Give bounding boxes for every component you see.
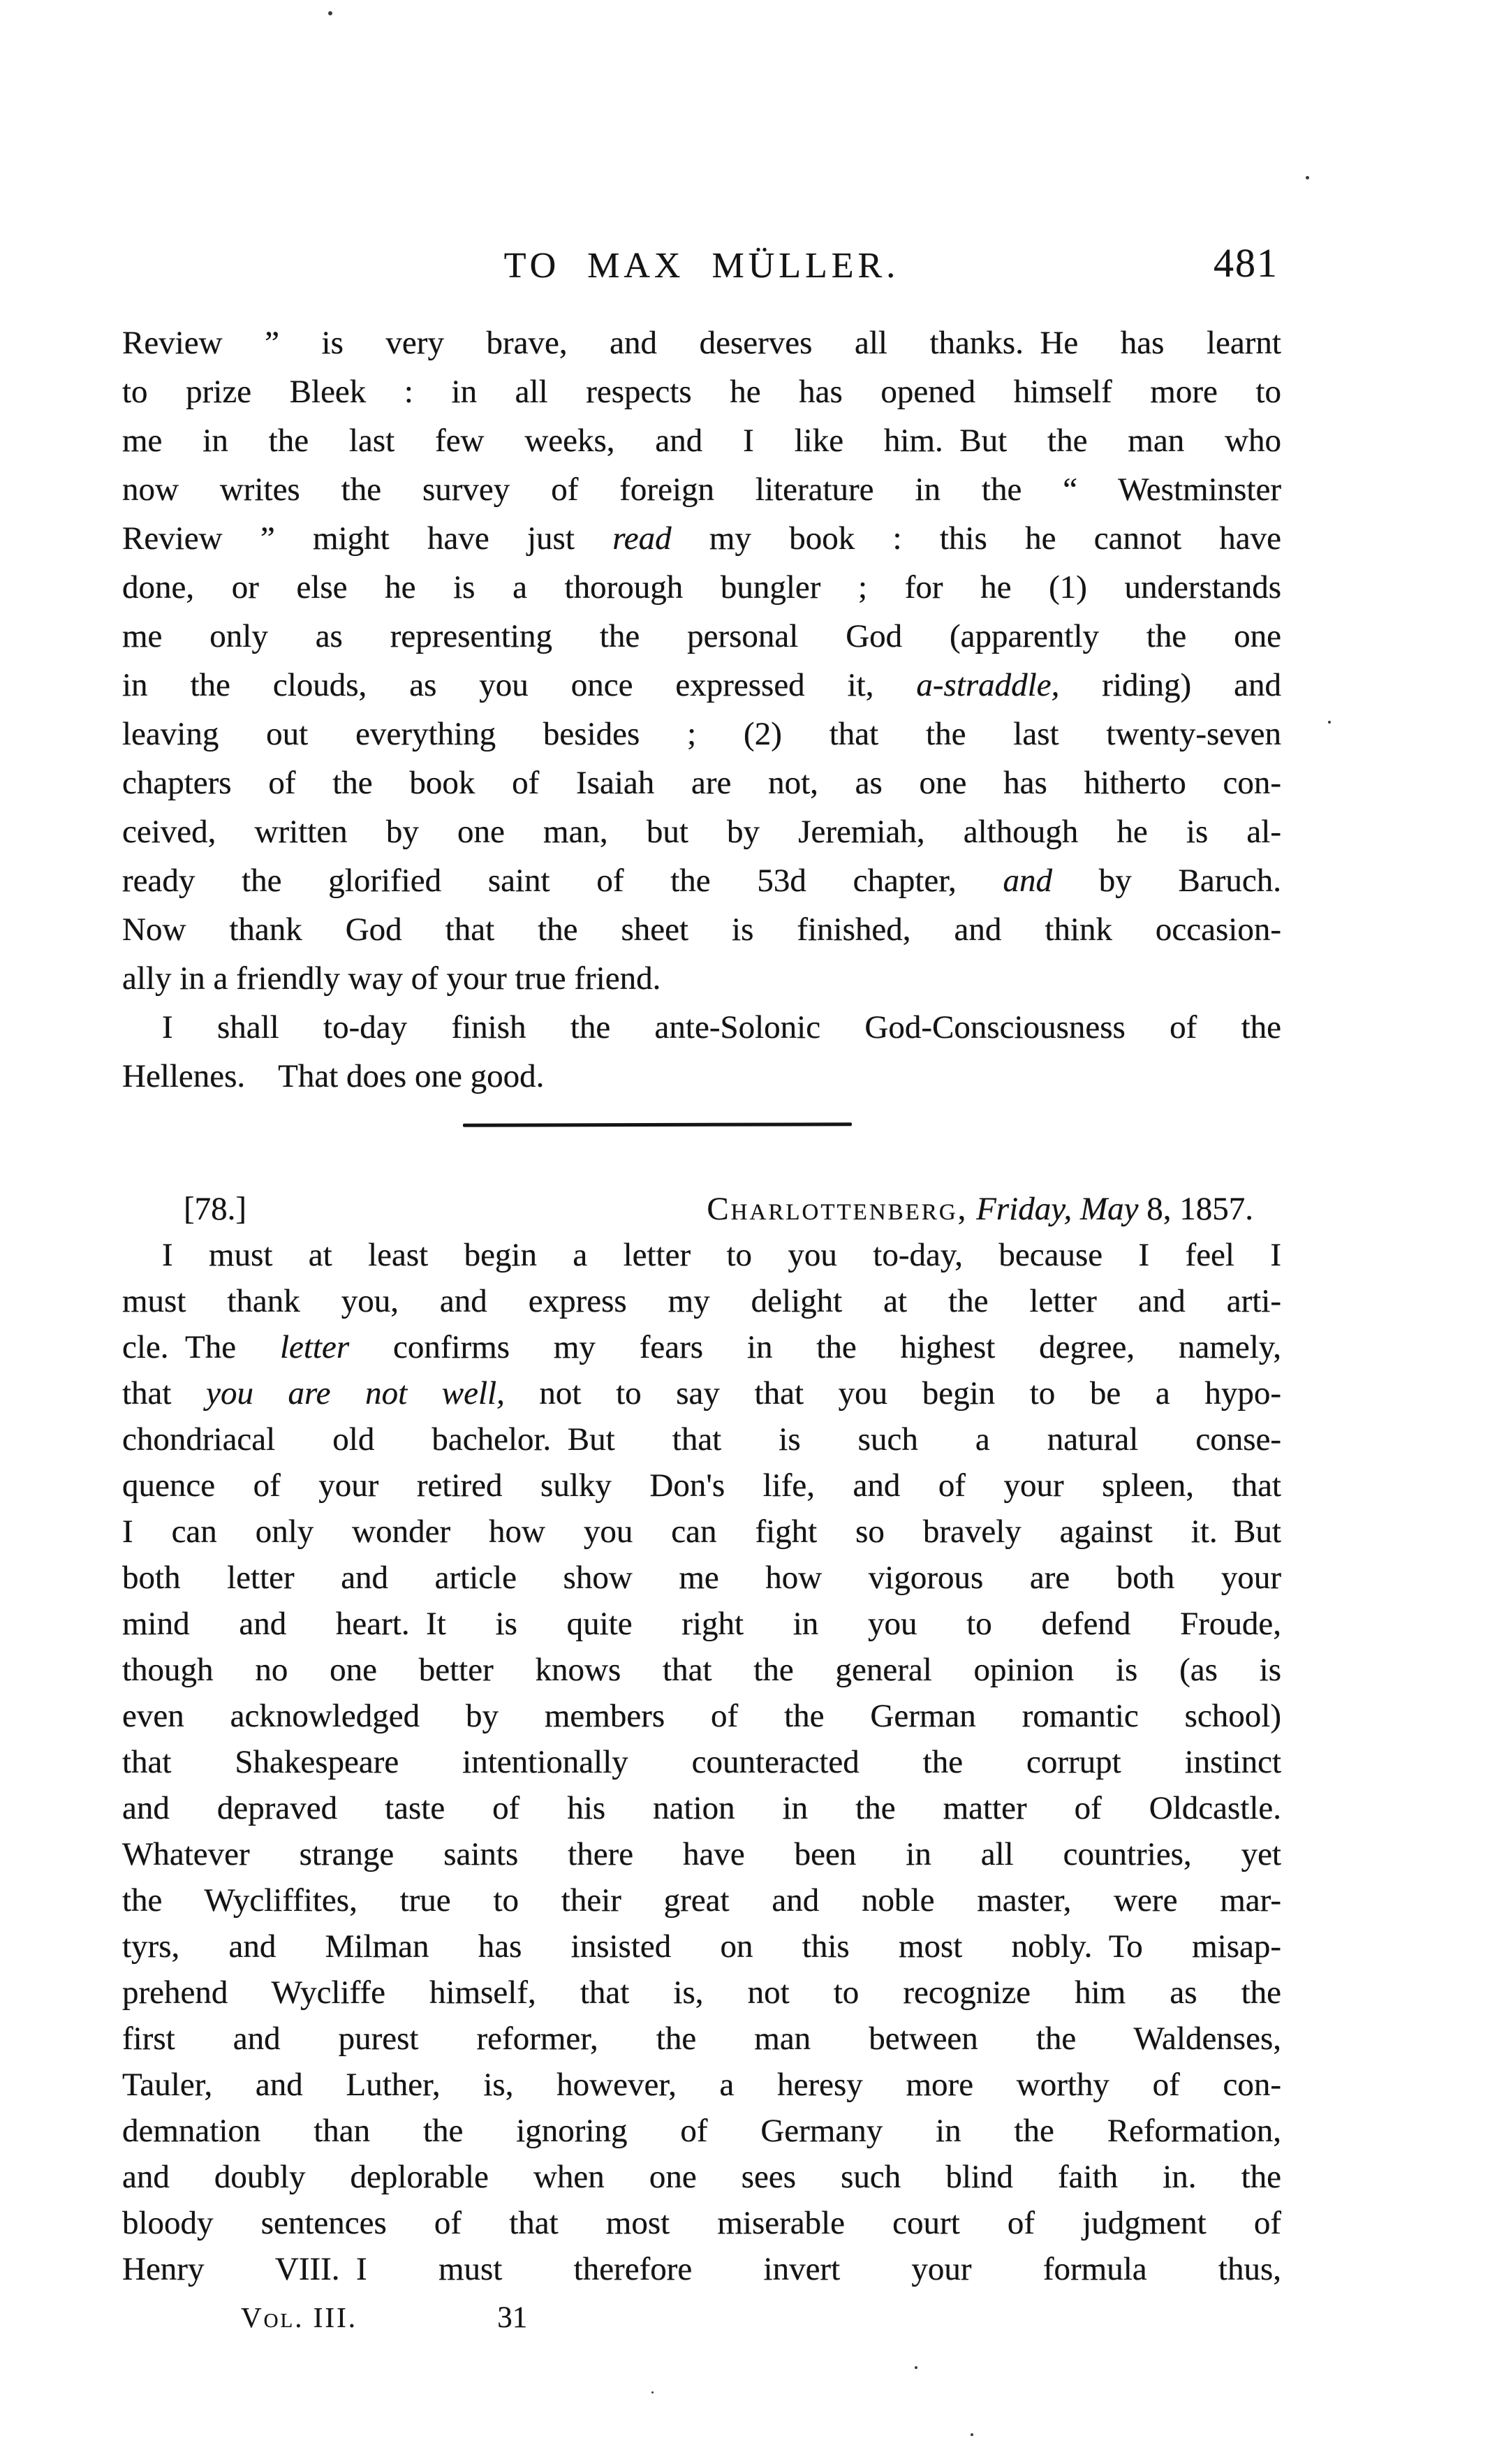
text-line [122,318,1281,367]
text-line [122,1003,1281,1052]
text-run: tyrs, and Milman has insisted on this most nobly. To misap- [122,1928,1281,1965]
text-line [122,514,1281,563]
text-run: first and purest reformer, the man between the Waldenses, [122,2021,1281,2057]
text-line [122,2200,1281,2246]
scan-speck [915,2366,917,2369]
text-run: though no one better knows that the general opinion is (as is [122,1652,1281,1688]
text-run: cle. The [122,1329,280,1365]
scan-speck [1306,176,1309,179]
page-title: TO MAX MÜLLER. [503,246,900,286]
text-line [122,1877,1281,1923]
text-run: bloody sentences of that most miserable court of judgment of [122,2205,1281,2241]
section-divider-rule [463,1122,852,1127]
text-line [122,367,1281,416]
text-run: and doubly deplorable when one sees such blind faith in. the [122,2159,1281,2195]
text-run: that [122,1375,207,1411]
text-line [122,416,1281,465]
text-run: Review ” is very brave, and deserves all thanks. He has learnt [122,325,1281,361]
text-run: mind and heart. It is quite right in you to defend Froude, [122,1606,1281,1642]
text-run: confirms my fears in the highest degree, namely, [349,1329,1281,1365]
text-line [122,1509,1281,1555]
text-run: prehend Wycliffe himself, that is, not to recognize him as the [122,1974,1281,2011]
letter-heading [122,1186,1281,1232]
italic-run: a-straddle, [916,667,1060,703]
letter-number: [78.] [184,1191,247,1227]
text-line [122,710,1281,758]
text-run: leaving out everything besides ; (2) that the last twenty-seven [122,716,1281,752]
text-line [122,807,1281,856]
text-line [122,1278,1281,1324]
text-run: quence of your retired sulky Don's life, and of your spleen, that [122,1467,1281,1504]
scan-speck [651,2391,654,2393]
text-line [122,856,1281,905]
text-line [122,1831,1281,1877]
italic-run: read [612,520,672,557]
text-line [122,612,1281,661]
text-run: in the clouds, as you once expressed it, [122,667,917,703]
text-line [122,1555,1281,1601]
page-number: 481 [1214,240,1278,286]
text-run: Now thank God that the sheet is finished, and think occasion- [122,911,1281,948]
text-run: by Baruch. [1052,863,1281,899]
text-run: Tauler, and Luther, is, however, a heresy more worthy of con- [122,2067,1281,2103]
letter-dateline [707,1186,1281,1232]
italic-run: you are not well, [206,1375,505,1411]
italic-run: letter [279,1329,350,1365]
text-run: the Wycliffites, true to their great and noble master, were mar- [122,1882,1281,1919]
text-line [122,563,1281,612]
text-line [122,2246,1281,2292]
running-header [122,240,1281,289]
text-run: both letter and article show me how vigorous are both your [122,1560,1281,1596]
text-run: I can only wonder how you can fight so bravely against it. But [122,1513,1281,1550]
text-run: Review ” might have just [122,520,613,557]
text-run: Hellenes. That does one good. [122,1058,545,1094]
text-run: demnation than the ignoring of Germany in the Reformation, [122,2113,1281,2149]
text-run: ceived, written by one man, but by Jeremiah, although he is al- [122,814,1281,850]
text-line [122,1970,1281,2016]
text-line [122,661,1281,710]
text-line [122,1232,1281,1278]
text-run: riding) and [1059,667,1281,703]
page-footer [241,2299,527,2335]
text-run: ally in a friendly way of your true friend. [122,960,661,997]
text-run: that Shakespeare intentionally counteracted the corrupt instinct [122,1744,1281,1780]
text-run: Henry VIII. I must therefore invert your formula thus, [122,2251,1281,2287]
text-line [122,1052,1281,1101]
letter-continuation-text [122,318,1281,1101]
text-line [122,905,1281,954]
text-line [122,1601,1281,1647]
letter-date-italic: Friday, May [968,1191,1147,1227]
italic-run: and [1003,863,1053,899]
text-line [122,1693,1281,1739]
scan-speck [328,11,332,15]
text-line [122,1785,1281,1831]
signature-mark: 31 [497,2301,528,2334]
text-line [122,1416,1281,1462]
text-line [122,1647,1281,1693]
scan-speck [971,2433,973,2436]
text-line [122,2062,1281,2108]
text-line [122,1739,1281,1785]
text-run: must thank you, and express my delight at the letter and arti- [122,1283,1281,1319]
letter-78-text [122,1232,1281,2292]
text-run: Whatever strange saints there have been in all countries, yet [122,1836,1281,1872]
scan-speck [1328,721,1331,724]
text-line [122,758,1281,807]
text-line [122,1462,1281,1509]
text-run: chondriacal old bachelor. But that is such a natural conse- [122,1421,1281,1458]
text-run: and depraved taste of his nation in the matter of Oldcastle. [122,1790,1281,1826]
text-run: ready the glorified saint of the 53d chapter, [122,863,1003,899]
text-line [122,1923,1281,1970]
text-line [122,2108,1281,2154]
text-run: done, or else he is a thorough bungler ; for he (1) understands [122,569,1281,606]
text-line [122,1324,1281,1370]
text-run: I must at least begin a letter to you to-day, because I feel I [162,1237,1281,1273]
text-run: chapters of the book of Isaiah are not, as one has hitherto con- [122,765,1281,801]
text-run: even acknowledged by members of the German romantic school) [122,1698,1281,1734]
text-run: I shall to-day finish the ante-Solonic God-Consciousness of the [162,1009,1281,1046]
text-run: me in the last few weeks, and I like him. But the man who [122,423,1281,459]
text-run: not to say that you begin to be a hypo- [504,1375,1281,1411]
text-line [122,465,1281,514]
letter-date: 8, 1857. [1146,1191,1253,1227]
text-line [122,954,1281,1003]
text-run: now writes the survey of foreign literature in the “ Westminster [122,471,1281,508]
volume-label: Vol. III. [241,2301,357,2333]
text-run: me only as representing the personal God (apparently the one [122,618,1281,654]
letter-place: Charlottenberg, [707,1191,968,1227]
text-run: my book : this he cannot have [671,520,1282,557]
text-run: to prize Bleek : in all respects he has opened himself more to [122,374,1281,410]
text-line [122,2154,1281,2200]
text-line [122,1370,1281,1416]
text-line [122,2016,1281,2062]
